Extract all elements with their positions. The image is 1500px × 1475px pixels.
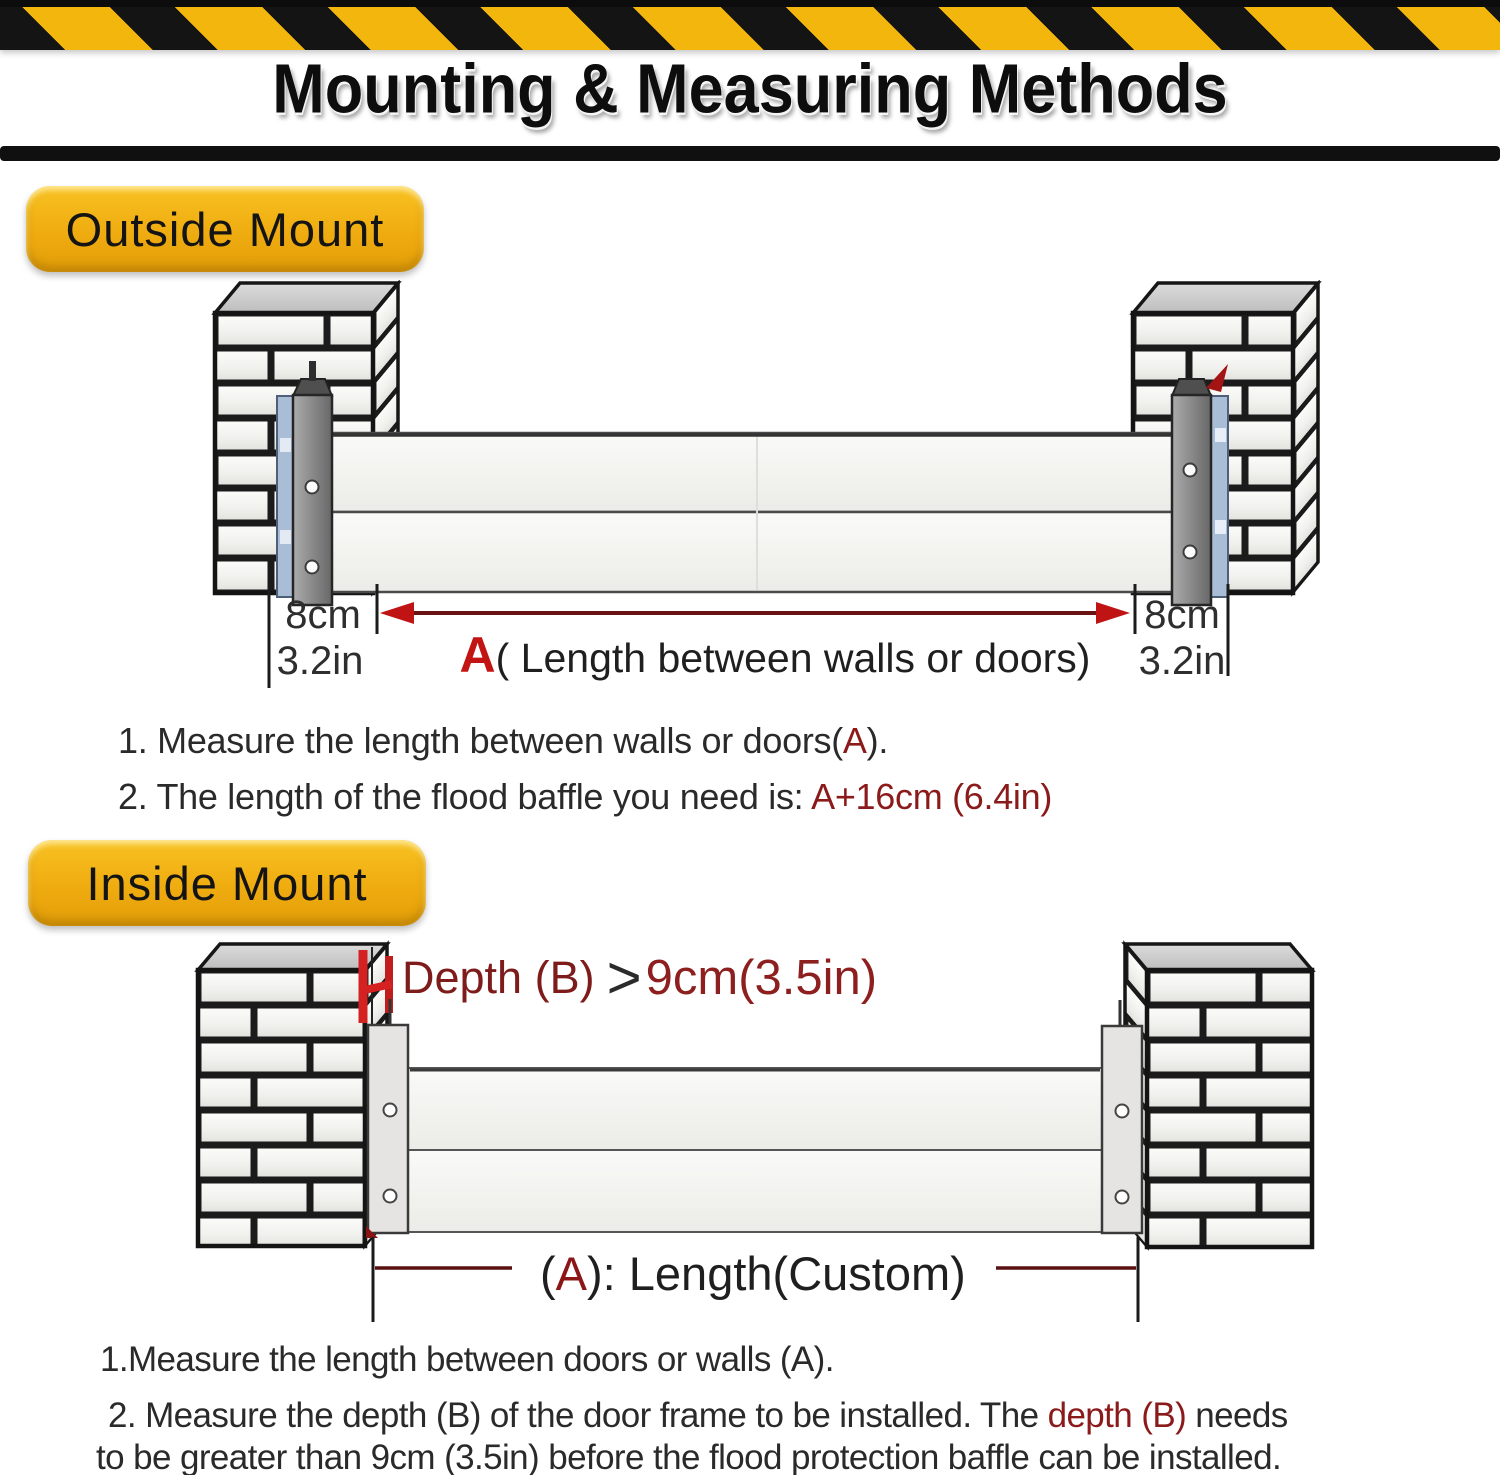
arrowhead-left-icon — [380, 602, 414, 624]
anchor-pin — [309, 361, 316, 381]
channel-bracket-right — [1102, 1000, 1142, 1233]
screw-hole — [384, 1190, 397, 1203]
flood-barrier-outside — [298, 433, 1214, 592]
arrowhead-right-icon — [1096, 602, 1130, 624]
span-length-a: A — [459, 627, 496, 683]
greater-than-sign: > — [606, 944, 642, 1011]
length-label-a: A — [555, 1247, 588, 1300]
dim-left-in: 3.2in — [276, 639, 364, 683]
screw-hole — [1184, 546, 1197, 559]
outside-step2-text: 2. The length of the flood baffle you need is: — [118, 776, 812, 817]
outside-step1-red: A — [842, 720, 867, 761]
outside-mount-badge — [26, 186, 424, 272]
dim-right-cm: 8cm — [1144, 593, 1220, 637]
inside-step2-red: depth (B) — [1047, 1396, 1187, 1435]
divider-bar — [0, 146, 1500, 161]
flood-barrier-inside — [408, 1068, 1102, 1232]
screw-hole — [384, 1104, 397, 1117]
inside-step-2-continued: to be greater than 9cm (3.5in) before the flood protection baffle can be installed. — [96, 1438, 1282, 1475]
span-length-label — [425, 626, 1125, 684]
outside-mount-badge-label: Outside Mount — [65, 202, 385, 256]
outside-step1-post: ). — [866, 720, 889, 761]
inside-step-1: 1.Measure the length between doors or walls (A). — [100, 1340, 834, 1379]
outside-step1-text: 1. Measure the length between walls or doors( — [118, 720, 843, 761]
outside-step-1 — [118, 720, 888, 762]
screw-hole — [306, 481, 319, 494]
dim-left-cm: 8cm — [285, 593, 361, 637]
screw-hole — [1116, 1105, 1129, 1118]
mount-bracket-left — [277, 361, 332, 605]
dim-right-in: 3.2in — [1138, 639, 1226, 683]
span-length-rest: ( Length between walls or doors) — [495, 635, 1091, 681]
length-label-pre: ( — [540, 1247, 556, 1300]
channel-bracket-left — [366, 999, 408, 1238]
outside-step2-red: A+16cm (6.4in) — [811, 776, 1053, 817]
hazard-stripe-banner — [0, 0, 1500, 50]
depth-value: 9cm(3.5in) — [645, 951, 878, 1005]
inside-step2-post: needs — [1186, 1396, 1288, 1435]
pillar-right-inside — [1125, 944, 1312, 1247]
inside-step2-text: 2. Measure the depth (B) of the door frame to be installed. The — [108, 1396, 1048, 1435]
inside-mount-badge — [28, 840, 426, 926]
outside-step-2 — [118, 776, 1052, 818]
screw-hole — [1116, 1191, 1129, 1204]
depth-label — [402, 944, 878, 1011]
length-custom-label — [540, 1246, 966, 1301]
screw-hole — [306, 561, 319, 574]
inside-step-2 — [108, 1396, 1288, 1436]
page-title: Mounting & Measuring Methods — [272, 51, 1228, 129]
screw-hole — [1184, 464, 1197, 477]
mount-bracket-right — [1172, 364, 1228, 605]
length-label-post: ): Length(Custom) — [587, 1247, 966, 1300]
depth-label-text: Depth (B) — [402, 952, 595, 1003]
inside-mount-badge-label: Inside Mount — [86, 856, 368, 910]
